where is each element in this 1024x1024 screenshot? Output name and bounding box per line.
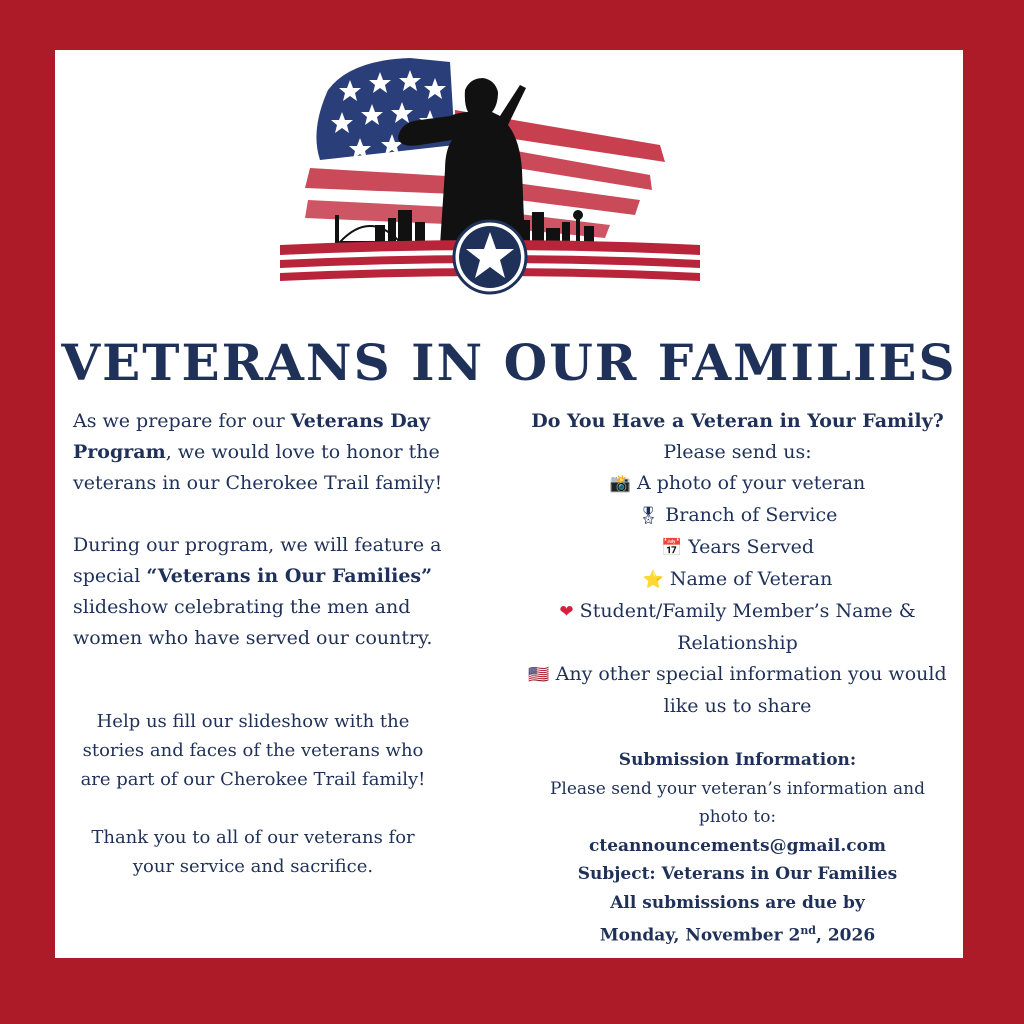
- heart-icon: ❤: [559, 602, 574, 622]
- due-date-line-2: Monday, November 2nd, 2026: [599, 924, 876, 946]
- closing-notes: [73, 707, 433, 881]
- intro-column: [73, 406, 483, 654]
- submission-info: [545, 746, 930, 950]
- question-heading: Do You Have a Veteran in Your Family?: [531, 410, 944, 432]
- submission-heading: Submission Information:: [618, 750, 857, 770]
- request-item: 📅 Years Served: [660, 536, 815, 558]
- request-item: 🇺🇸 Any other special information you would like us to share: [528, 663, 947, 717]
- help-paragraph: Help us fill our slideshow with the stories and faces of the veterans who are part of our Cherokee Trail family!: [80, 711, 426, 790]
- request-column: [525, 406, 950, 722]
- submission-instructions: Please send your veteran’s information and photo to:: [549, 778, 925, 827]
- thanks-paragraph: Thank you to all of our veterans for your service and sacrifice.: [91, 827, 415, 877]
- flyer-card: [55, 50, 963, 958]
- camera-icon: 📸: [609, 474, 631, 494]
- saluting-soldier-flag-skyline-icon: [280, 50, 700, 300]
- feature-paragraph: During our program, we will feature a special “Veterans in Our Families” slideshow celebrating the men and women who have served our country.: [73, 534, 442, 649]
- submission-email[interactable]: cteannouncements@gmail.com: [589, 835, 886, 856]
- submission-subject: Subject: Veterans in Our Families: [577, 864, 898, 884]
- calendar-icon: 📅: [660, 538, 683, 558]
- request-item: ⭐ Name of Veteran: [642, 568, 833, 590]
- request-item: 🎖 Branch of Service: [637, 504, 838, 526]
- us-flag-icon: 🇺🇸: [528, 665, 550, 685]
- please-send-label: Please send us:: [663, 441, 812, 463]
- star-icon: ⭐: [642, 570, 664, 590]
- due-date-line-1: All submissions are due by: [610, 892, 865, 913]
- request-item: ❤ Student/Family Member’s Name & Relationship: [559, 600, 916, 654]
- medal-icon: 🎖: [637, 506, 660, 526]
- intro-paragraph: As we prepare for our Veterans Day Program, we would love to honor the veterans in our Cherokee Trail family!: [73, 410, 443, 494]
- page-title: VETERANS IN OUR FAMILIES: [61, 333, 957, 392]
- request-item: 📸 A photo of your veteran: [609, 472, 866, 494]
